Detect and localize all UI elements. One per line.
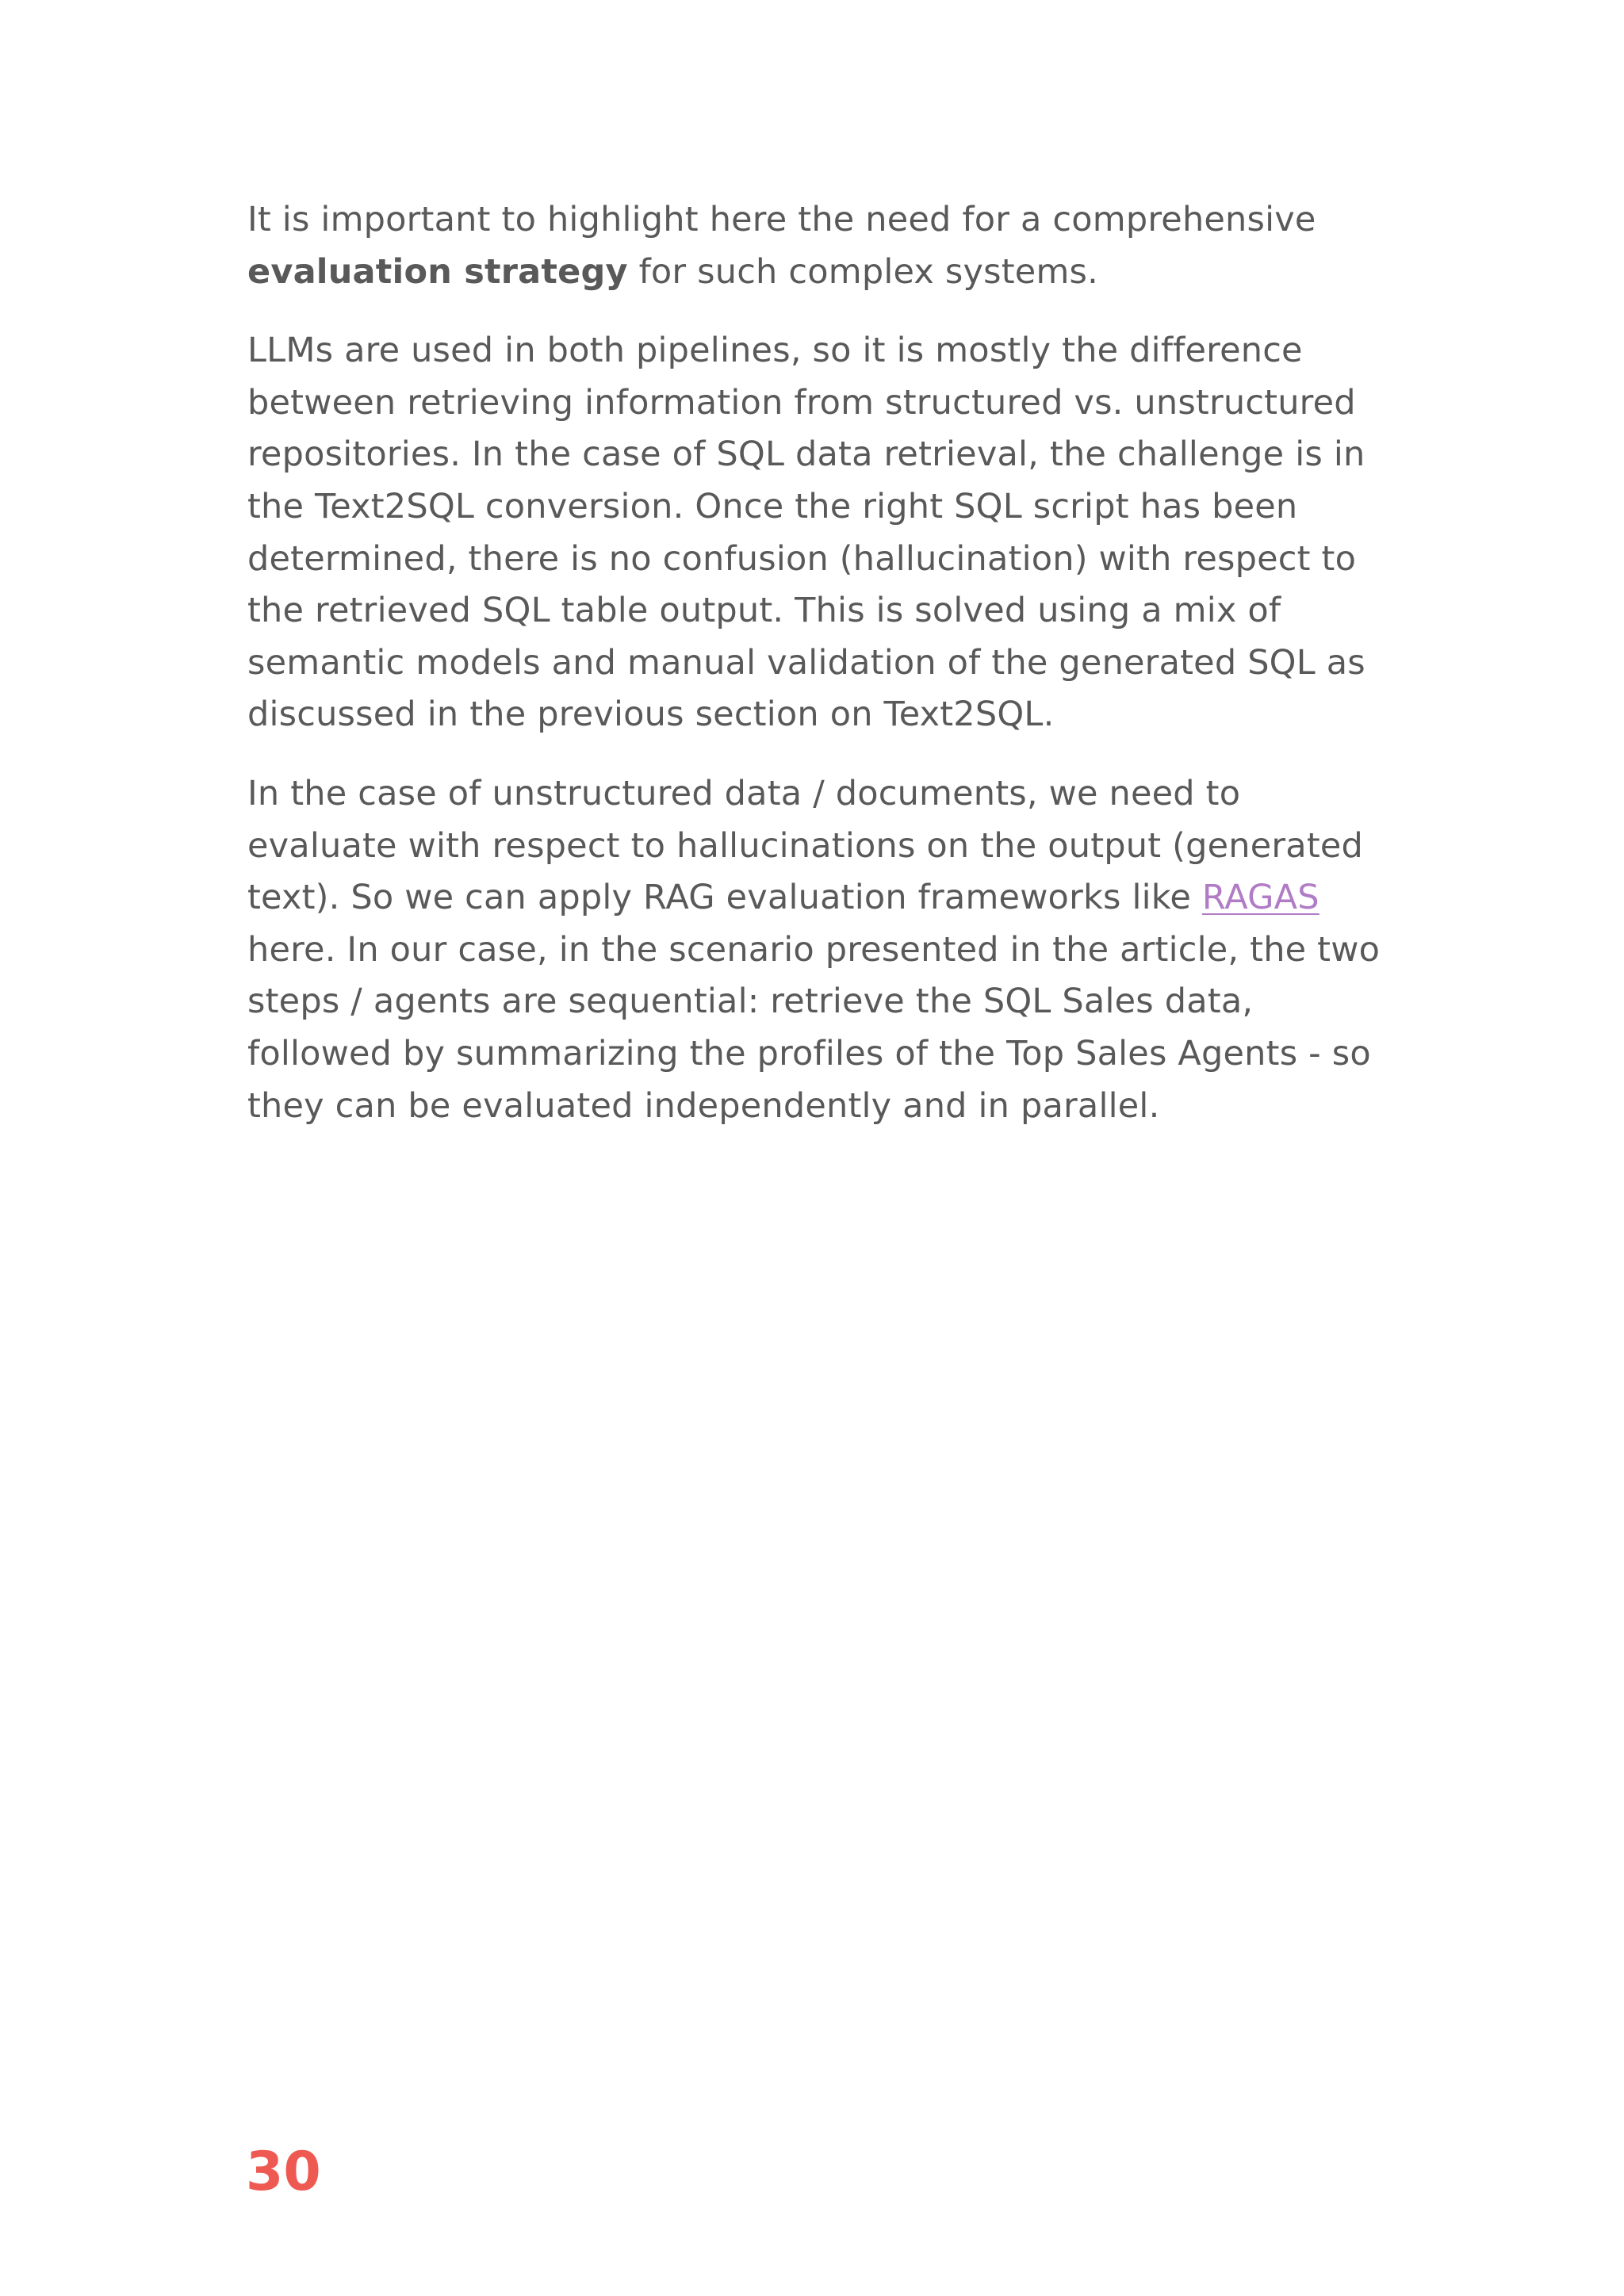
body-text	[247, 194, 1397, 1159]
ragas-link[interactable]: RAGAS	[1201, 878, 1320, 918]
paragraph-1-tail: for such complex systems.	[627, 251, 1099, 292]
paragraph-evaluation-strategy	[247, 194, 1397, 298]
bold-evaluation-strategy: evaluation strategy	[247, 251, 628, 292]
paragraph-unstructured-data	[247, 768, 1397, 1132]
paragraph-1-lead: It is important to highlight here the need for a comprehensive	[247, 200, 1316, 239]
paragraph-3-lead: In the case of unstructured data / documents, we need to evaluate with respect to hallucinations on the output (generated text). So we can apply RAG evaluation frameworks like	[247, 773, 1364, 918]
paragraph-3-tail: here. In our case, in the scenario presented in the article, the two steps / agents are sequential: retrieve the SQL Sales data, followed by summarizing the profiles of the Top Sales Agents - so they can be evaluated independently and in parallel.	[247, 929, 1381, 1126]
page-number: 30	[246, 2141, 321, 2203]
paragraph-pipelines: LLMs are used in both pipelines, so it is mostly the difference between retrieving information from structured vs. unstructured repositories. In the case of SQL data retrieval, the challenge is in the Text2SQL conversion. Once the right SQL script has been determined, there is no confusion (hallucination) with respect to the retrieved SQL table output. This is solved using a mix of semantic models and manual validation of the generated SQL as discussed in the previous section on Text2SQL.	[247, 331, 1365, 735]
